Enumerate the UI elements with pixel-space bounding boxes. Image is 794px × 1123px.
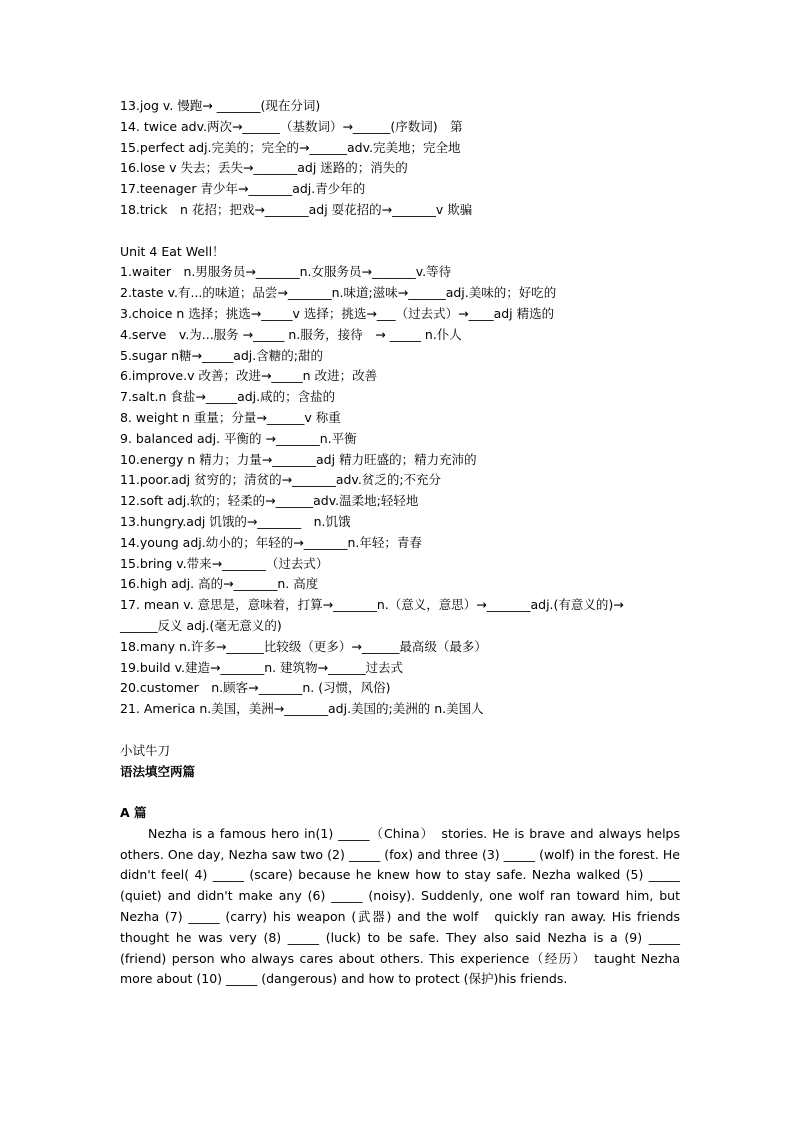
vocab-item: 9. balanced adj. 平衡的 →_______n.平衡 — [120, 430, 357, 446]
passage-text: Nezha is a famous hero in(1) _____（China） stories. He is brave and always helps others. One day, Nezha saw two (2) _____ (fox) and three (3) _____ (wolf) in the forest. He didn't feel( 4) _____ (scare) because he knew how to stay safe. Nezha walked (5) _____ (quiet) and didn't make any (6) _____ (noisy). Suddenly, one wolf ran toward him, but Nezha (7) _____ (carry) his weapon (武器) and the wolf quickly ran away. His friends thought he was very (8) _____ (luck) to be safe. They also said Nezha is a (9) _____ (friend) person who always cares about others. This experience（经历） taught Nezha more about (10) _____ (dangerous) and how to protect (保护)his friends. — [120, 825, 680, 987]
vocab-item: 15.bring v.带来→_______（过去式） — [120, 555, 329, 571]
vocab-item: 17. mean v. 意思是，意味着，打算→_______n.（意义，意思）→_______adj.(有意义的)→ — [120, 597, 624, 613]
vocab-item: 7.salt.n 食盐→_____adj.咸的；含盐的 — [120, 389, 336, 405]
vocab-item: 3.choice n 选择；挑选→_____v 选择；挑选→___（过去式）→____adj 精选的 — [120, 305, 555, 321]
vocab-item: 2.taste v.有...的味道；品尝→_______n.味道;滋味→______adj.美味的；好吃的 — [120, 285, 557, 301]
passage-paragraph — [120, 824, 680, 990]
vocab-item: ______反义 adj.(毫无意义的) — [120, 617, 282, 633]
vocab-item: 5.sugar n糖→_____adj.含糖的;甜的 — [120, 347, 323, 363]
vocab-item: 18.trick n 花招；把戏→_______adj 耍花招的→_______v 欺骗 — [120, 201, 473, 217]
section-title: 小试牛刀 — [120, 742, 171, 758]
vocab-item: 12.soft adj.软的；轻柔的→______adv.温柔地;轻轻地 — [120, 493, 419, 509]
vocab-item: 13.jog v. 慢跑→ _______(现在分词) — [120, 98, 321, 113]
vocab-list-1 — [120, 96, 680, 990]
vocab-item: 10.energy n 精力；力量→_______adj 精力旺盛的；精力充沛的 — [120, 451, 477, 467]
vocab-item: 16.lose v 失去；丢失→_______adj 迷路的；消失的 — [120, 160, 408, 176]
vocab-item: 17.teenager 青少年→_______adj.青少年的 — [120, 181, 366, 197]
vocab-item: 21. America n.美国，美洲→_______adj.美国的;美洲的 n.美国人 — [120, 701, 484, 717]
vocab-list-2 — [120, 262, 680, 720]
section-subtitle: 语法填空两篇 — [120, 763, 196, 779]
vocab-item: 11.poor.adj 贫穷的；清贫的→_______adv.贫乏的;不充分 — [120, 472, 442, 488]
vocab-item: 20.customer n.顾客→_______n. (习惯，风俗) — [120, 680, 391, 696]
vocab-item: 14. twice adv.两次→______（基数词）→______(序数词) 第 — [120, 118, 463, 134]
vocab-item: 4.serve v.为...服务 →_____ n.服务，接待 → _____ n.仆人 — [120, 326, 462, 342]
vocab-item: 1.waiter n.男服务员→_______n.女服务员→_______v.等待 — [120, 264, 452, 280]
vocab-item: 18.many n.许多→______比较级（更多）→______最高级（最多） — [120, 638, 487, 654]
vocab-item: 16.high adj. 高的→_______n. 高度 — [120, 576, 319, 592]
vocab-item: 8. weight n 重量；分量→______v 称重 — [120, 409, 341, 425]
vocab-item: 6.improve.v 改善；改进→_____n 改进；改善 — [120, 368, 378, 384]
vocab-item: 19.build v.建造→_______n. 建筑物→______过去式 — [120, 659, 404, 675]
vocab-item: 13.hungry.adj 饥饿的→_______ n.饥饿 — [120, 513, 351, 529]
vocab-item: 14.young adj.幼小的；年轻的→_______n.年轻；青春 — [120, 534, 422, 550]
unit-title: Unit 4 Eat Well！ — [120, 243, 225, 259]
passage-label: A 篇 — [120, 805, 147, 821]
vocab-item: 15.perfect adj.完美的；完全的→______adv.完美地；完全地 — [120, 139, 461, 155]
